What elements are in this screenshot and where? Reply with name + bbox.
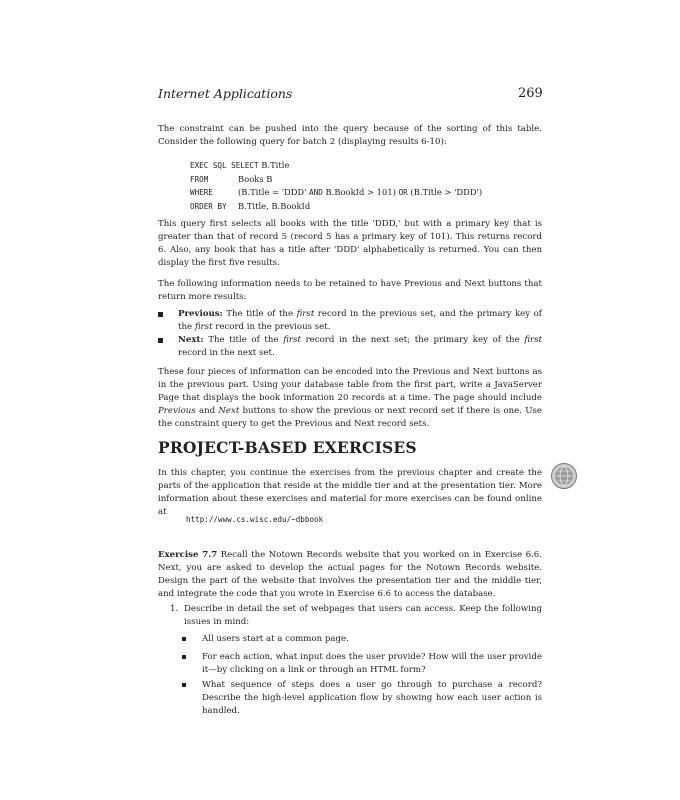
sql-line-orderby: ORDER BY B.Title, B.BookId: [190, 200, 482, 214]
sub-bullet-item: For each action, what input does the user provide? How will the user provide it—by clicking on a link or through an HTML form?: [182, 651, 542, 677]
paragraph-intro: The constraint can be pushed into the query because of the sorting of this table. Consider the following query for batch 2 (displaying results 6-10):: [158, 124, 542, 147]
list-item-1: 1. Describe in detail the set of webpages that users can access. Keep the following issues in mind:: [170, 604, 542, 627]
section-heading: PROJECT-BASED EXERCISES: [158, 438, 417, 457]
paragraph-project-intro: In this chapter, you continue the exercises from the previous chapter and create the parts of the application that reside at the middle tier and at the presentation tier. More information about these exercises and material for more exercises can be found online at: [158, 468, 542, 517]
exercise-7-7: Exercise 7.7 Recall the Notown Records website that you worked on in Exercise 6.6. Next, you are asked to develop the actual pages for the Notown Records website. Design the part of the website that involves the presentation tier and the middle tier, and integrate the code that you wrote in Exercise 6.6 to access the database.: [158, 550, 542, 599]
paragraph-retained-info: The following information needs to be retained to have Previous and Next buttons that return more results:: [158, 279, 542, 302]
sql-line-from: FROM Books B: [190, 173, 482, 187]
sql-line-where: WHERE (B.Title = 'DDD' AND B.BookId > 101) OR (B.Title > 'DDD'): [190, 186, 482, 200]
sql-keyword-from: FROM: [190, 174, 209, 184]
page-number: 269: [518, 86, 543, 101]
sql-keyword-where: WHERE: [190, 188, 213, 197]
bullet-previous: Previous: The title of the first record in the previous set, and the primary key of the first record in the previous set.: [158, 308, 542, 334]
sql-keyword-orderby: ORDER BY: [190, 201, 227, 211]
sql-line-select: EXEC SQL SELECT B.Title: [190, 160, 290, 170]
online-url[interactable]: http://www.cs.wisc.edu/~dbbook: [186, 515, 324, 524]
bullet-square-icon: [182, 637, 186, 641]
running-header-title: Internet Applications: [158, 86, 293, 101]
bullet-next: Next: The title of the first record in the next set; the primary key of the first record in the next set.: [158, 334, 542, 360]
sub-bullet-item: All users start at a common page.: [182, 633, 542, 646]
paragraph-query-explanation: This query first selects all books with the title 'DDD,' but with a primary key that is greater than that of record 5 (record 5 has a primary key of 101). This returns record 6. Also, any book that has a title after 'DDD' alphabetically is returned. You can then display the first five results.: [158, 219, 542, 268]
paragraph-encoding: These four pieces of information can be encoded into the Previous and Next buttons as in the previous part. Using your database table from the first part, write a JavaServer Page that displays the book information 20 records at a time. The page should include Previous and Next buttons to show the previous or next record set if there is one. Use the constraint query to get the Previous and Next record sets.: [158, 367, 542, 429]
sql-keyword-select: EXEC SQL SELECT: [190, 161, 259, 170]
bullet-square-icon: [182, 655, 186, 659]
sub-bullet-item: What sequence of steps does a user go through to purchase a record? Describe the high-level application flow by showing how each user action is handled.: [182, 679, 542, 718]
bullet-square-icon: [182, 683, 186, 687]
bullet-square-icon: [158, 312, 163, 317]
sql-query: [190, 159, 482, 213]
web-globe-icon: [550, 462, 578, 490]
bullet-square-icon: [158, 338, 163, 343]
